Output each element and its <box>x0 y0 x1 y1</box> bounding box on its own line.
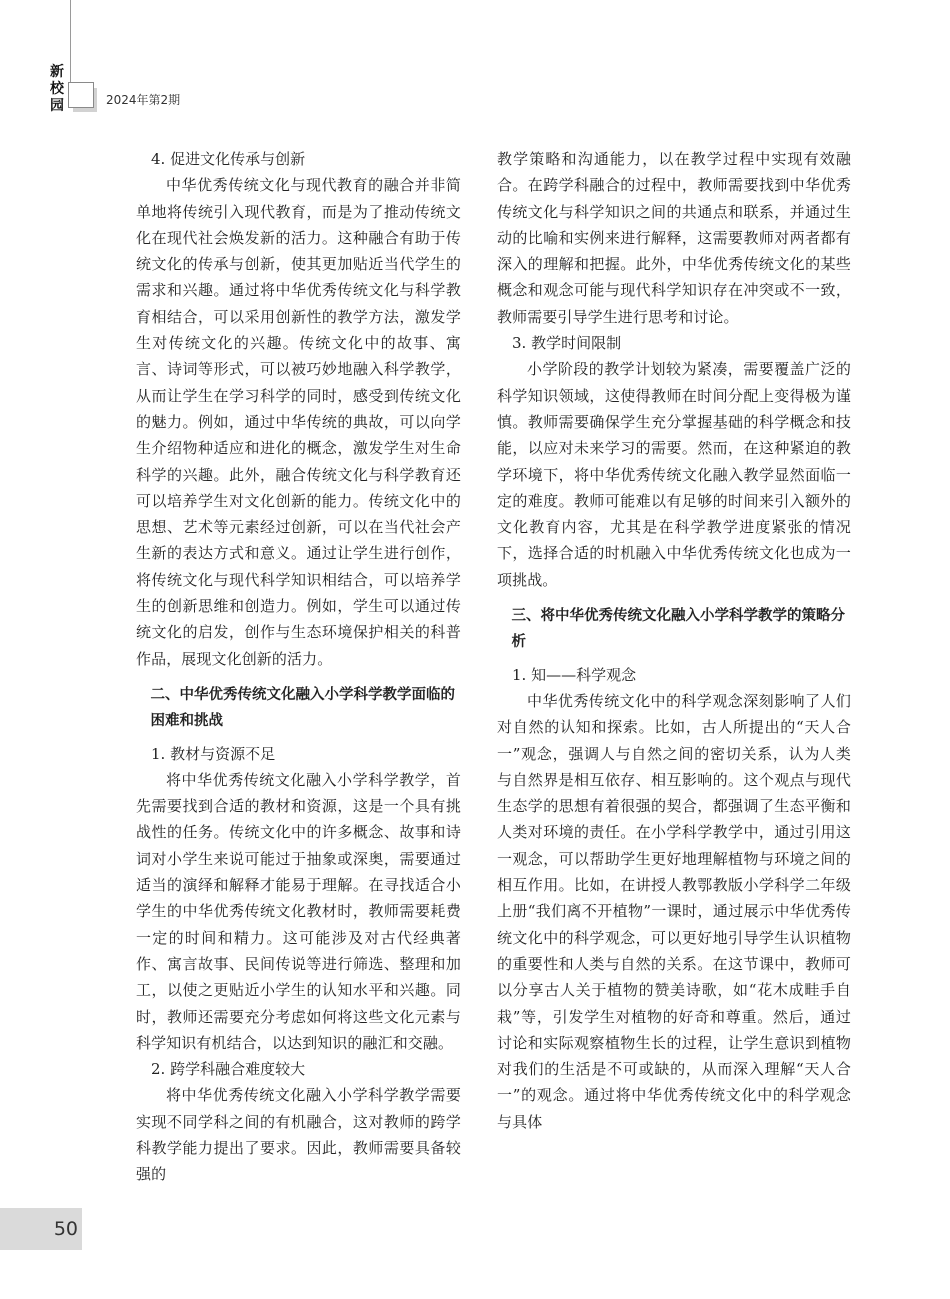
section-heading-knowledge: 1. 知——科学观念 <box>512 665 637 684</box>
paragraph-interdisciplinary: 将中华优秀传统文化融入小学科学教学需要实现不同学科之间的有机融合，这对教师的跨学科教学能力提出了要求。因此，教师需要具备较强的 <box>136 1086 461 1184</box>
journal-logo-char: 园 <box>50 98 64 114</box>
journal-logo-char: 校 <box>50 81 64 97</box>
journal-logo <box>50 64 68 115</box>
section-title-3: 三、将中华优秀传统文化融入小学科学教学的策略分析 <box>511 608 845 651</box>
section-title-2: 二、中华优秀传统文化融入小学科学教学面临的困难和挑战 <box>150 686 455 730</box>
journal-logo-char: 新 <box>50 64 64 80</box>
page-number: 50 <box>53 1218 78 1240</box>
right-column <box>497 146 851 1135</box>
paragraph-culture-innovation: 中华优秀传统文化与现代教育的融合并非简单地将传统引入现代教育，而是为了推动传统文化在现代社会焕发新的活力。这种融合有助于传统文化的传承与创新，使其更加贴近当代学生的需求和兴趣。通过将中华优秀传统文化与科学教育相结合，可以采用创新性的教学方法，激发学生对传统文化的兴趣。传统文化中的故事、寓言、诗词等形式，可以被巧妙地融入科学教学，从而让学生在学习科学的同时，感受到传统文化的魅力。例如，通过中华传统的典故，可以向学生介绍物种适应和进化的概念，激发学生对生命科学的兴趣。此外，融合传统文化与科学教育还可以培养学生对文化创新的能力。传统文化中的思想、艺术等元素经过创新，可以在当代社会产生新的表达方式和意义。通过让学生进行创作，将传统文化与现代科学知识相结合，可以培养学生的创新思维和创造力。例如，学生可以通过传统文化的启发，创作与生态环境保护相关的科普作品，展现文化创新的活力。 <box>136 176 461 668</box>
paragraph-continued: 教学策略和沟通能力，以在教学过程中实现有效融合。在跨学科融合的过程中，教师需要找到中华优秀传统文化与科学知识之间的共通点和联系，并通过生动的比喻和实例来进行解释，这需要教师对两者都有深入的理解和把握。此外，中华优秀传统文化的某些概念和观念可能与现代科学知识存在冲突或不一致，教师需要引导学生进行思考和讨论。 <box>497 150 851 326</box>
paragraph-materials: 将中华优秀传统文化融入小学科学教学，首先需要找到合适的教材和资源，这是一个具有挑战性的任务。传统文化中的许多概念、故事和诗词对小学生来说可能过于抽象或深奥，需要通过适当的演绎和解释才能易于理解。在寻找适合小学生的中华优秀传统文化教材时，教师需要耗费一定的时间和精力。这可能涉及对古代经典著作、寓言故事、民间传说等进行筛选、整理和加工，以使之更贴近小学生的认知水平和兴趣。同时，教师还需要充分考虑如何将这些文化元素与科学知识有机结合，以达到知识的融汇和交融。 <box>136 770 461 1052</box>
left-column <box>136 146 461 1188</box>
section-heading-4: 4. 促进文化传承与创新 <box>151 150 306 168</box>
header-square-outline <box>68 82 94 108</box>
paragraph-time-limit: 小学阶段的教学计划较为紧凑，需要覆盖广泛的科学知识领域，这使得教师在时间分配上变得极为谨慎。教师需要确保学生充分掌握基础的科学概念和技能，以应对未来学习的需要。然而，在这种紧迫的教学环境下，将中华优秀传统文化融入教学显然面临一定的难度。教师可能难以有足够的时间来引入额外的文化教育内容，尤其是在科学教学进度紧张的情况下，选择合适的时机融入中华优秀传统文化也成为一项挑战。 <box>497 360 851 589</box>
section-heading-2: 2. 跨学科融合难度较大 <box>151 1060 306 1079</box>
section-heading-1: 1. 教材与资源不足 <box>151 744 276 763</box>
section-heading-3: 3. 教学时间限制 <box>512 334 622 353</box>
issue-label: 2024年第2期 <box>106 93 181 107</box>
paragraph-scientific-concept: 中华优秀传统文化中的科学观念深刻影响了人们对自然的认知和探索。比如，古人所提出的“天人合一”观念，强调人与自然之间的密切关系，认为人类与自然界是相互依存、相互影响的。这个观点与现代生态学的思想有着很强的契合，都强调了生态平衡和人类对环境的责任。在小学科学教学中，通过引用这一观念，可以帮助学生更好地理解植物与环境之间的相互作用。比如，在讲授人教鄂教版小学科学二年级上册“我们离不开植物”一课时，通过展示中华优秀传统文化中的科学观念，可以更好地引导学生认识植物的重要性和人类与自然的关系。在这节课中，教师可以分享古人关于植物的赞美诗歌，如“花木成畦手自栽”等，引发学生对植物的好奇和尊重。然后，通过讨论和实际观察植物生长的过程，让学生意识到植物对我们的生活是不可或缺的，从而深入理解“天人合一”的观念。通过将中华优秀传统文化中的科学观念与具体 <box>497 691 851 1131</box>
